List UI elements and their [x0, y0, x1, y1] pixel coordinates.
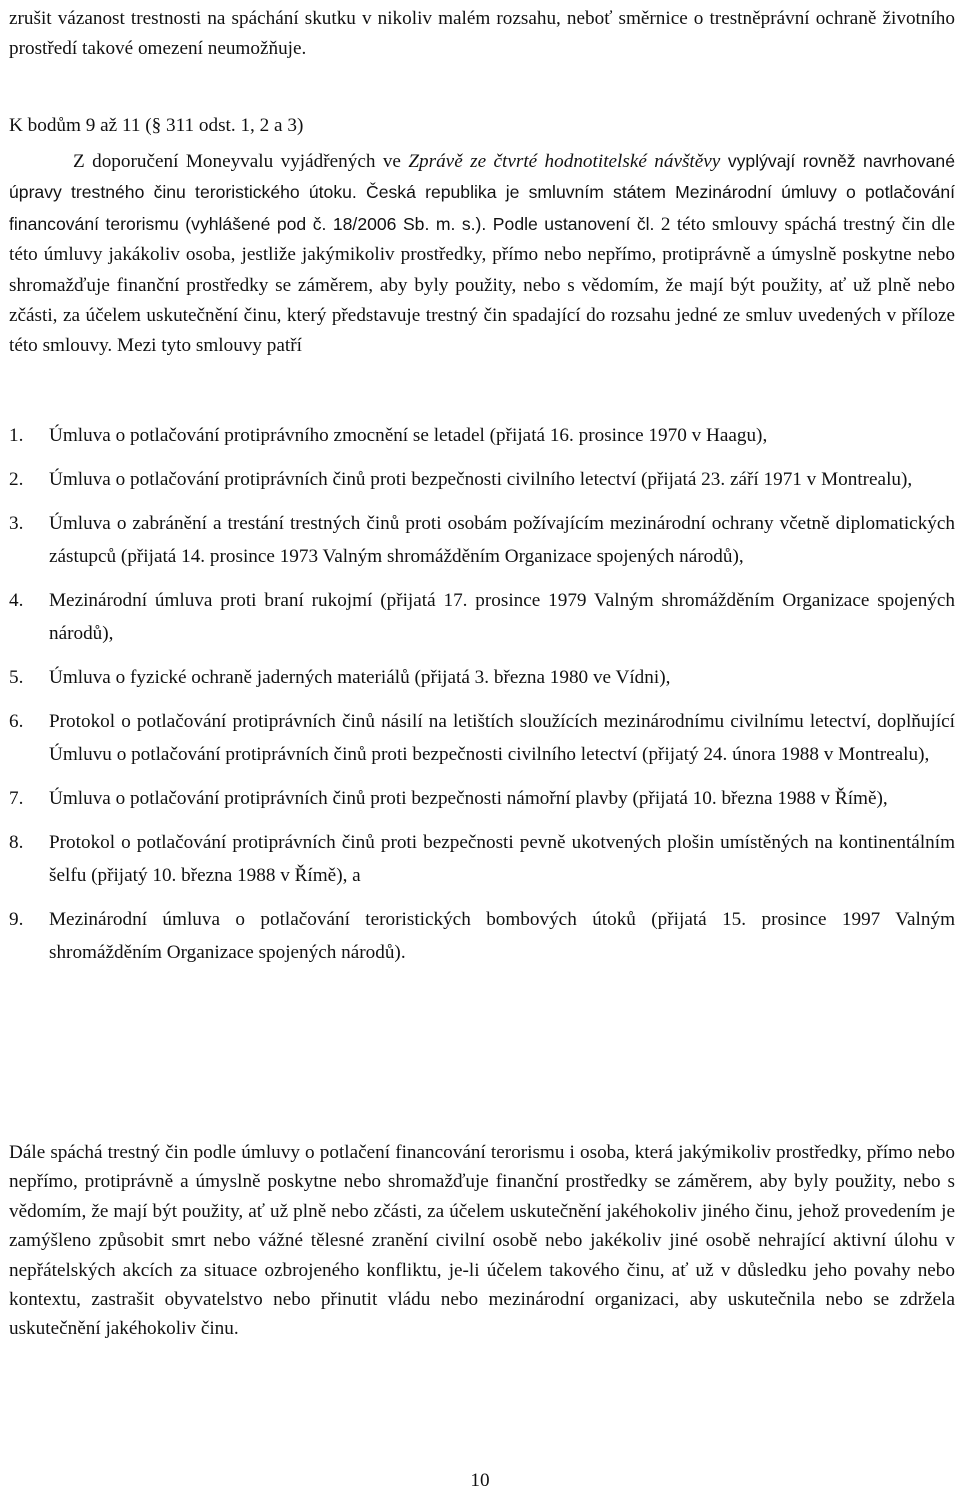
list-item-text: Mezinárodní úmluva o potlačování teroristických bombových útoků (přijatá 15. prosince 1997 Valným shromážděním Organizace spojených národů). [49, 909, 955, 963]
list-item-text: Protokol o potlačování protiprávních činů násilí na letištích sloužících mezinárodnímu civilnímu letectví, doplňující Úmluvu o potlačování protiprávních činů proti bezpečnosti civilního letectví (přijatý 24. února 1988 v Montrealu), [49, 711, 955, 765]
list-item-number: 4. [9, 590, 24, 611]
list-item-number: 3. [9, 513, 24, 534]
intro-paragraph: zrušit vázanost trestnosti na spáchání skutku v nikoliv malém rozsahu, neboť směrnice o trestněprávní ochraně životního prostředí takové omezení neumožňuje. [9, 8, 955, 60]
treaty-list [9, 419, 955, 980]
treaty-list-item [9, 705, 955, 771]
main-text-part-2: vyplývají rovněž navrhované úpravy trestného činu teroristického útoku. Česká republika je smluvním státem Mezinárodní úmluvy o potlačování financování terorismu (vyhlášené pod č. 18/2006 Sb. m. s.). Podle ustanovení čl. [9, 151, 956, 234]
main-text-part-3: 2 této smlouvy spáchá trestný čin dle této úmluvy jakákoliv osoba, jestliže jakýmikoliv prostředky, přímo nebo nepřímo, protiprávně a úmyslně poskytne nebo shromažďuje finanční prostředky se záměrem, aby byly použity, nebo s vědomím, že mají být použity, ať už plně nebo zčásti, za účelem uskutečnění činu, který představuje trestný čin spadající do rozsahu jedné ze smluv uvedených v příloze této smlouvy. Mezi tyto smlouvy patří [9, 213, 955, 357]
list-item-text: Mezinárodní úmluva proti braní rukojmí (přijatá 17. prosince 1979 Valným shromážděním Organizace spojených národů), [49, 590, 955, 644]
list-item-text: Úmluva o fyzické ochraně jaderných materiálů (přijatá 3. března 1980 ve Vídni), [49, 667, 671, 688]
list-item-text: Úmluva o potlačování protiprávních činů proti bezpečnosti námořní plavby (přijatá 10. března 1988 v Římě), [49, 788, 888, 809]
closing-paragraph: Dále spáchá trestný čin podle úmluvy o potlačení financování terorismu i osoba, která jakýmikoliv prostředky, přímo nebo nepřímo, protiprávně a úmyslně poskytne nebo shromažďuje finanční prostředky se záměrem, aby byly použity, nebo s vědomím, že mají být použity, ať už plně nebo zčásti, za účelem uskutečnění jakéhokoliv jiného činu, jehož provedením je zamýšleno způsobit smrt nebo vážné tělesné zranění civilní osobě nebo jakékoliv jiné osobě nehrající aktivní úlohu v nepřátelských akcích za situace ozbrojeného konfliktu, je-li účelem takového činu, ať už v důsledku jeho povahy nebo kontextu, zastrašit obyvatelstvo nebo přinutit vládu nebo mezinárodní organizaci, aby uskutečnila nebo se zdržela uskutečnění jakéhokoliv činu. [9, 1142, 955, 1340]
list-item-number: 5. [9, 667, 24, 688]
treaty-list-item [9, 826, 955, 892]
list-item-text: Úmluva o potlačování protiprávního zmocnění se letadel (přijatá 16. prosince 1970 v Haagu), [49, 425, 768, 446]
treaty-list-item [9, 661, 955, 694]
treaty-list-item [9, 463, 955, 496]
treaty-list-item [9, 507, 955, 573]
treaty-list-item [9, 903, 955, 969]
treaty-list-item [9, 782, 955, 815]
list-item-number: 2. [9, 469, 24, 490]
report-title-italic: Zprávě ze čtvrté hodnotitelské návštěvy [408, 151, 721, 172]
list-item-text: Úmluva o zabránění a trestání trestných činů proti osobám požívajícím mezinárodní ochrany včetně diplomatických zástupců (přijatá 14. prosince 1973 Valným shromážděním Organizace spojených národů), [49, 513, 955, 567]
main-text-part-1: Z doporučení Moneyvalu vyjádřených ve [73, 151, 409, 172]
list-item-number: 7. [9, 788, 24, 809]
list-item-number: 9. [9, 909, 24, 930]
treaty-list-item [9, 419, 955, 452]
list-item-number: 1. [9, 425, 24, 446]
list-item-number: 6. [9, 711, 24, 732]
treaty-list-item [9, 584, 955, 650]
list-item-number: 8. [9, 832, 24, 853]
page-number: 10 [470, 1470, 490, 1491]
section-heading: K bodům 9 až 11 (§ 311 odst. 1, 2 a 3) [9, 115, 304, 136]
list-item-text: Protokol o potlačování protiprávních činů proti bezpečnosti pevně ukotvených plošin umístěných na kontinentálním šelfu (přijatý 10. března 1988 v Římě), a [49, 832, 955, 886]
main-paragraph [9, 146, 955, 362]
list-item-text: Úmluva o potlačování protiprávních činů proti bezpečnosti civilního letectví (přijatá 23. září 1971 v Montrealu), [49, 469, 913, 490]
